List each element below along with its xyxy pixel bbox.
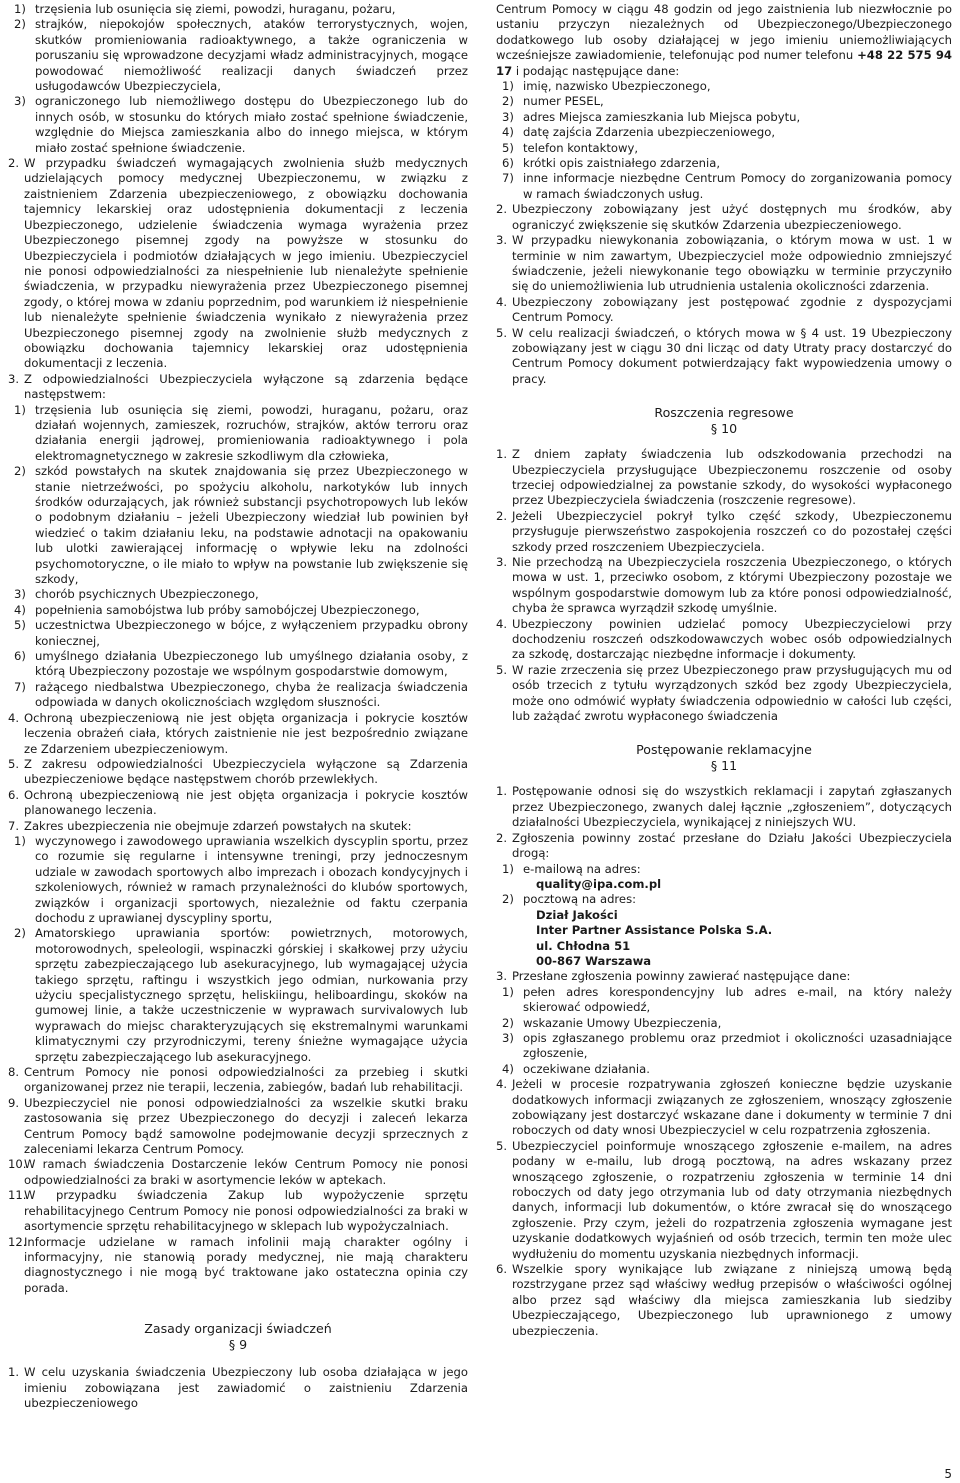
address-line: ul. Chłodna 51 — [536, 938, 631, 953]
item-text: Centrum Pomocy nie ponosi odpowiedzialności za przebieg i skutki organizowanej przez nie terapii, leczenia, zabiegów, badań lub rehabilitacji. — [24, 1065, 468, 1095]
item-text: chorób psychicznych Ubezpieczonego, — [35, 587, 259, 602]
list-subitem — [496, 94, 952, 109]
list-item — [8, 1188, 468, 1234]
item-text: datę zajścia Zdarzenia ubezpieczeniowego, — [523, 125, 776, 140]
item-number: 2) — [502, 892, 514, 907]
item-text: telefon kontaktowy, — [523, 140, 639, 155]
item-number: 6. — [8, 787, 20, 802]
item-number: 4) — [502, 125, 514, 140]
item-text: Wszelkie spory wynikające lub związane z niniejszą umową będą rozstrzygane przez sąd właściwy według przepisów o właściwości ogólnej albo przez sąd właściwy dla miejsca zamieszkania lub siedziby Ubezpieczającego, Ubezpieczonego lub uprawnionego z umowy ubezpieczenia. — [512, 1262, 952, 1338]
item-text: Ochroną ubezpieczeniową nie jest objęta organizacja i pokrycie kosztów planowanego leczenia. — [24, 787, 468, 818]
item-number: 10. — [8, 1157, 27, 1172]
item-number: 6) — [502, 156, 514, 171]
item-number: 5. — [496, 662, 508, 677]
item-text: numer PESEL, — [523, 94, 604, 109]
item-number: 2) — [14, 926, 26, 941]
list-subitem — [8, 603, 468, 618]
item-text: Postępowanie odnosi się do wszystkich reklamacji i zapytań zgłaszanych przez Ubezpieczonego, zwanych dalej łącznie „zgłoszeniem”, dotyczących działalności Ubezpieczyciela, wynikającej z niniejszych WU. — [512, 784, 952, 830]
list-subitem — [8, 94, 468, 156]
spacer — [8, 1296, 468, 1321]
paragraph-text: Centrum Pomocy w ciągu 48 godzin od jego zaistnienia lub niezwłocznie po ustaniu przyczyn niezależnych od Ubezpieczonego/Ubezpieczonego dodatkowego lub osoby działającej w jego imieniu uniemożliwiających wcześniejsze zawiadomienie, telefonując pod numer telefonu — [496, 2, 952, 63]
section-heading: Roszczenia regresowe — [654, 405, 794, 421]
item-number: 5. — [496, 325, 508, 340]
section-heading: § 10 — [710, 421, 738, 437]
item-number: 3. — [496, 969, 508, 984]
item-text: Ochroną ubezpieczeniową nie jest objęta organizacja i pokrycie kosztów leczenia obrażeń ciała, których zaistnienie nie jest bezpośrednio związane ze Zdarzeniem ubezpieczeniowym. — [24, 710, 468, 756]
list-subitem — [496, 892, 952, 907]
item-text: wyczynowego i zawodowego uprawiania wszelkich dyscyplin sportu, przez co rozumie się regularne i intensywne treningi, przy jednoczesnym udziale w zawodach sportowych albo imprezach i obozach kondycyjnych i szkoleniowych, również w ramach przynależności do klubów sportowych, związków i organizacji sportowych, niezależnie od faktu czerpania dochodu z uprawianej dyscypliny sportu, — [35, 833, 468, 925]
list-subitem — [496, 985, 952, 1016]
list-subitem — [496, 1062, 952, 1077]
item-text: Zakres ubezpieczenia nie obejmuje zdarzeń powstałych na skutek: — [24, 818, 412, 833]
item-number: 3) — [502, 1030, 514, 1045]
paragraph — [496, 2, 952, 79]
section-heading: Postępowanie reklamacyjne — [636, 742, 812, 758]
item-text: inne informacje niezbędne Centrum Pomocy do zorganizowania pomocy w ramach świadczonych usług. — [523, 171, 952, 201]
item-number: 1) — [502, 79, 514, 94]
item-number: 7) — [502, 171, 514, 186]
list-subitem — [496, 171, 952, 202]
item-number: 8. — [8, 1065, 20, 1080]
item-number: 1) — [502, 861, 514, 876]
list-subitem — [8, 587, 468, 602]
item-text: pocztową na adres: — [523, 892, 637, 907]
list-item — [8, 819, 468, 834]
list-subitem — [8, 403, 468, 465]
list-subitem — [8, 618, 468, 649]
list-item — [8, 1157, 468, 1188]
section-heading: Zasady organizacji świadczeń — [144, 1321, 332, 1337]
item-text: Z dniem zapłaty świadczenia lub odszkodowania przechodzi na Ubezpieczyciela przysługujące Ubezpieczonemu roszczenie od osoby trzeciej odpowiedzialnej za powstanie szkody, do wysokości wypłaconego przez Ubezpieczyciela świadczenia (roszczenie regresowe). — [512, 447, 952, 508]
list-subitem — [496, 1031, 952, 1062]
item-text: opis zgłaszanego problemu oraz przedmiot i okoliczności uzasadniające zgłoszenie, — [523, 1030, 952, 1061]
item-number: 4. — [496, 616, 508, 631]
item-text: ograniczonego lub niemożliwego dostępu do Ubezpieczonego lub do innych osób, w stosunku do których miało zostać spełnione świadczenie, względnie do Miejsca zamieszkania albo do innego miejsca, w którym miało zostać spełnione świadczenie. — [35, 94, 468, 155]
page-number: 5 — [944, 1467, 952, 1481]
list-item — [8, 1096, 468, 1158]
list-item — [8, 156, 468, 372]
list-item — [8, 1235, 468, 1297]
item-text: Jeżeli Ubezpieczyciel pokrył tylko część szkody, Ubezpieczonemu przysługuje pierwszeństwo zaspokojenia roszczeń co do pozostałej części szkody przed roszczeniem Ubezpieczyciela. — [512, 508, 952, 554]
item-number: 3) — [502, 109, 514, 124]
list-item — [496, 1077, 952, 1139]
item-number: 2. — [496, 202, 508, 217]
item-number: 11. — [8, 1188, 27, 1203]
item-number: 5. — [8, 756, 20, 771]
item-text: W razie zrzeczenia się przez Ubezpieczonego praw przysługujących mu od osób trzecich z tytułu wyrządzonych szkód bez zgody Ubezpieczyciela, może ono odmówić wypłaty świadczenia odpowiednio w całości lub części, lub zażądać zwrotu wypłaconego świadczenia — [512, 662, 952, 724]
spacer — [8, 1353, 468, 1365]
item-number: 3) — [14, 94, 26, 109]
list-subitem — [8, 926, 468, 1065]
item-number: 4. — [496, 294, 508, 309]
item-number: 1. — [496, 447, 508, 462]
list-item — [8, 757, 468, 788]
list-subitem — [496, 141, 952, 156]
list-subitem — [496, 1016, 952, 1031]
item-text: krótki opis zaistniałego zdarzenia, — [523, 156, 721, 171]
spacer — [496, 437, 952, 447]
list-subitem — [496, 125, 952, 140]
item-number: 1) — [14, 2, 26, 16]
item-text: Ubezpieczyciel poinformuje wnoszącego zgłoszenie e-mailem, na adres podany w e-mailu, lub drogą pocztową, na adres wskazany przez wnoszącego zgłoszenie, o rozpatrzeniu zgłoszenia w terminie 14 dni roboczych od daty jego otrzymania lub od daty otrzymania niezbędnych danych, informacji lub dokumentów, o które zwracał się do wnoszącego zgłoszenie. Przy czym, jeżeli do rozpatrzenia zgłoszenia wymagane jest uzyskanie dodatkowych wyjaśnień od osób trzecich, termin ten może ulec wydłużeniu do momentu uzyskania niezbędnych informacji. — [512, 1138, 952, 1261]
list-item — [496, 295, 952, 326]
list-item — [496, 326, 952, 388]
item-number: 1) — [502, 984, 514, 999]
item-text: Przesłane zgłoszenia powinny zawierać następujące dane: — [512, 969, 851, 984]
list-subitem — [8, 2, 468, 17]
item-text: W ramach świadczenia Dostarczenie leków Centrum Pomocy nie ponosi odpowiedzialności za braki w asortymencie leków w aptekach. — [24, 1157, 468, 1187]
item-text: adres Miejsca zamieszkania lub Miejsca pobytu, — [523, 109, 801, 124]
item-text: Nie przechodzą na Ubezpieczyciela roszczenia Ubezpieczonego, o których mowa w ust. 1, przeciwko osobom, z którymi Ubezpieczony pozostaje we wspólnym gospodarstwie domowym lub za które ponosi odpowiedzialność, chyba że sprawca wyrządził szkodę umyślnie. — [512, 555, 952, 616]
list-item — [496, 617, 952, 663]
spacer — [496, 387, 952, 405]
list-subitem — [496, 110, 952, 125]
item-number: 2) — [502, 1015, 514, 1030]
list-item — [496, 509, 952, 555]
list-item — [496, 233, 952, 295]
item-text: imię, nazwisko Ubezpieczonego, — [523, 79, 711, 94]
list-subitem — [496, 79, 952, 94]
item-text: Ubezpieczyciel nie ponosi odpowiedzialności za wszelkie skutki braku zastosowania się przez Ubezpieczonego do decyzji i zaleceń lekarza Centrum Pomocy bądź samowolne podejmowanie decyzji sprzecznych z zaleceniami lekarza Centrum Pomocy. — [24, 1095, 468, 1157]
item-text: Z zakresu odpowiedzialności Ubezpieczyciela wyłączone są Zdarzenia ubezpieczeniowe będące następstwem chorób przewlekłych. — [24, 756, 468, 787]
item-number: 12. — [8, 1234, 27, 1249]
item-number: 4) — [14, 602, 26, 617]
address-line: quality@ipa.com.pl — [536, 876, 662, 891]
list-item — [496, 663, 952, 725]
item-number: 4. — [8, 710, 20, 725]
list-subitem — [8, 649, 468, 680]
item-text: umyślnego działania Ubezpieczonego lub umyślnego działania osoby, z którą Ubezpieczony pozostaje we wspólnym gospodarstwie domowym, — [35, 649, 468, 679]
item-text: trzęsienia lub osunięcia się ziemi, powodzi, huraganu, pożaru, — [35, 2, 396, 16]
item-text: szkód powstałych na skutek znajdowania się przez Ubezpieczonego w stanie nietrzeźwości, po spożyciu alkoholu, narkotyków lub innych środków odurzających, jak również substancji psychotropowych lub leków o podobnym działaniu – jeżeli Ubezpieczony wiedział lub powinien był wiedzieć o takim działaniu leku, na podstawie adnotacji na opakowaniu lub ulotki zawierającej informację o wpływie leku na zdolności psychomotoryczne, o ile miało to wpływ na powstanie lub zwiększenie się szkody, — [35, 464, 468, 587]
list-item — [496, 202, 952, 233]
item-text: W celu realizacji świadczeń, o których mowa w § 4 ust. 19 Ubezpieczony zobowiązany jest w ciągu 30 dni licząc od daty Utraty pracy dostarczyć do Centrum Pomocy dokument potwierdzający fakt wypowiedzenia umowy o pracy. — [512, 325, 952, 386]
list-item — [8, 788, 468, 819]
item-number: 3. — [8, 371, 20, 386]
list-subitem — [8, 680, 468, 711]
item-text: Jeżeli w procesie rozpatrywania zgłoszeń konieczne będzie uzyskanie dodatkowych informacji związanych ze zgłoszeniem, wnoszący zgłoszenie zobowiązany jest dostarczyć wskazane dane i dokumenty w terminie 7 dni roboczych od daty wnosi Ubezpieczyciel w celu rozpatrzenia zgłoszenia. — [512, 1077, 952, 1138]
item-number: 7) — [14, 679, 26, 694]
list-item — [496, 555, 952, 617]
item-text: wskazanie Umowy Ubezpieczenia, — [523, 1015, 722, 1030]
list-item — [496, 784, 952, 830]
list-subitem — [8, 464, 468, 587]
item-number: 7. — [8, 818, 20, 833]
item-text: e-mailową na adres: — [523, 861, 641, 876]
item-text: rażącego niedbalstwa Ubezpieczonego, chyba że realizacja świadczenia odpowiada w danych okolicznościach względom słuszności. — [35, 679, 468, 710]
item-number: 1. — [8, 1365, 20, 1380]
item-number: 1) — [14, 833, 26, 848]
item-text: Amatorskiego uprawiania sportów: powietrznych, motorowych, motorowodnych, speleologii, wspinaczki górskiej i skałkowej przy użyciu sprzętu zabezpieczającego lub asekuracyjnego, lub wymagającej użycia takiego sprzętu, raftingu i wszystkich jego odmian, nurkowania przy użyciu specjalistycznego sprzętu, heliskiingu, heliboardingu, skoków na gumowej linie, a także uczestniczenie w wyprawach survivalowych lub wyprawach do miejsc charakteryzujących się ekstremalnymi warunkami klimatycznymi czy przyrodniczymi, tereny śnieżne wymagające użycia sprzętu zabezpieczającego lub asekuracyjnego. — [35, 926, 468, 1064]
item-text: popełnienia samobójstwa lub próby samobójczej Ubezpieczonego, — [35, 602, 420, 617]
item-text: oczekiwane działania. — [523, 1061, 650, 1076]
item-text: strajków, niepokojów społecznych, ataków terrorystycznych, wojen, skutków promieniowania radioaktywnego, a także ograniczenia w poruszaniu się wprowadzone decyzjami władz administracyjnych, mogące powodować niemożliwość realizacji danych świadczeń przez usługodawców Ubezpieczyciela, — [35, 17, 468, 94]
item-number: 3) — [14, 587, 26, 602]
list-item — [496, 1139, 952, 1262]
item-text: W przypadku niewykonania zobowiązania, o którym mowa w ust. 1 w terminie w nim zawartym, Ubezpieczyciel może odpowiednio zmniejszyć świadczenie, jeżeli niewykonanie tego obowiązku w terminie przyczyniło się do uniemożliwienia lub utrudnienia ustalenia okoliczności zdarzenia. — [512, 233, 952, 294]
item-text: Zgłoszenia powinny zostać przesłane do Działu Jakości Ubezpieczyciela drogą: — [512, 830, 952, 861]
item-number: 2. — [8, 156, 20, 171]
item-text: trzęsienia lub osunięcia się ziemi, powodzi, huraganu, pożaru, oraz działań wojennych, zamieszek, rozruchów, strajków, aktów terroru oraz działania energii jądrowej, promieniowania radioaktywnego i pola elektromagnetycznego w zakresie szkodliwym dla człowieka, — [35, 402, 468, 463]
item-number: 2) — [14, 464, 26, 479]
item-text: Ubezpieczony zobowiązany jest postępować zgodnie z dyspozycjami Centrum Pomocy. — [512, 294, 952, 325]
item-number: 9. — [8, 1095, 20, 1110]
list-subitem — [8, 834, 468, 926]
item-number: 3. — [496, 233, 508, 248]
list-subitem — [8, 17, 468, 94]
list-item — [496, 447, 952, 509]
list-item — [496, 831, 952, 862]
spacer — [496, 774, 952, 784]
list-item — [496, 1262, 952, 1339]
item-text: W przypadku świadczenia Zakup lub wypożyczenie sprzętu rehabilitacyjnego Centrum Pomocy nie ponosi odpowiedzialności za braki w asortymencie sprzętu rehabilitacyjnego w sklepach lub wypożyczalniach. — [24, 1188, 468, 1234]
list-item — [8, 711, 468, 757]
item-number: 5. — [496, 1138, 508, 1153]
section-heading: § 9 — [228, 1337, 248, 1353]
phone-number: +48 22 575 94 17 — [496, 48, 952, 78]
item-number: 5) — [14, 618, 26, 633]
item-number: 2) — [502, 94, 514, 109]
item-number: 4. — [496, 1077, 508, 1092]
spacer — [496, 724, 952, 742]
address-line: Dział Jakości — [536, 907, 618, 922]
item-number: 2) — [14, 17, 26, 32]
item-text: Z odpowiedzialności Ubezpieczyciela wyłączone są zdarzenia będące następstwem: — [24, 371, 468, 402]
list-item — [8, 1065, 468, 1096]
item-number: 4) — [502, 1061, 514, 1076]
item-number: 2. — [496, 830, 508, 845]
item-number: 3. — [496, 555, 508, 569]
section-heading: § 11 — [710, 758, 738, 774]
item-number: 2. — [496, 508, 508, 523]
item-number: 1. — [496, 784, 508, 799]
item-text: W celu uzyskania świadczenia Ubezpieczony lub osoba działająca w jego imieniu zobowiązana jest zawiadomić o zaistnieniu Zdarzenia ubezpieczeniowego — [24, 1365, 468, 1410]
item-number: 5) — [502, 140, 514, 155]
item-text: uczestnictwa Ubezpieczonego w bójce, z wyłączeniem przypadku obrony koniecznej, — [35, 618, 468, 648]
item-text: W przypadku świadczeń wymagających zwolnienia służb medycznych udzielających pomocy medycznej Ubezpieczonemu, w związku z zaistnieniem Zdarzenia ubezpieczeniowego, z obowiązku dochowania tajemnicy lekarskiej oraz udostępnienia dokumentacji z leczenia Ubezpieczonego, udzielenie świadczenia wymaga wyrażenia przez Ubezpieczonego pisemnej zgody na powyższe w stosunku do Ubezpieczyciela i podmiotów działających w jego imieniu. Ubezpieczyciel nie ponosi odpowiedzialności za niespełnienie lub nienależyte spełnienie świadczenia, w przypadku niewyrażenia przez Ubezpieczonego pisemnej zgody, o której mowa w zdaniu poprzednim, pod warunkiem iż niespełnienie lub nienależyte spełnienie świadczenia wynikało z niewyrażenia przez Ubezpieczonego pisemnej zgody na zwolnienie służb medycznych z obowiązku dochowania tajemnicy lekarskiej oraz udostępnienia dokumentacji z leczenia. — [24, 156, 468, 371]
item-text: Informacje udzielane w ramach infolinii mają charakter ogólny i informacyjny, nie stanowią porady medycznej, nie mają charakteru diagnostycznego i nie mogą być traktowane jako ostateczna opinia czy porada. — [24, 1234, 468, 1295]
item-text: Ubezpieczony powinien udzielać pomocy Ubezpieczycielowi przy dochodzeniu roszczeń odszkodowawczych wobec osób odpowiedzialnych za szkodę, dostarczając niezbędne informacje i dokumenty. — [512, 616, 952, 662]
item-text: Ubezpieczony zobowiązany jest użyć dostępnych mu środków, aby ograniczyć zwiększenie się skutków Zdarzenia ubezpieczeniowego. — [512, 202, 952, 232]
item-number: 1) — [14, 402, 26, 417]
right-column — [496, 2, 952, 1339]
list-subitem — [496, 156, 952, 171]
list-item — [8, 372, 468, 403]
item-text: pełen adres korespondencyjny lub adres e-mail, na który należy skierować odpowiedź, — [523, 984, 952, 1015]
list-subitem — [496, 862, 952, 877]
list-item — [8, 1365, 468, 1411]
item-number: 6) — [14, 649, 26, 664]
paragraph-text: i podając następujące dane: — [512, 63, 680, 78]
address-line: 00-867 Warszawa — [536, 953, 652, 968]
address-line: Inter Partner Assistance Polska S.A. — [536, 923, 773, 938]
left-column — [8, 2, 468, 1411]
list-item — [496, 969, 952, 984]
item-number: 6. — [496, 1262, 508, 1277]
